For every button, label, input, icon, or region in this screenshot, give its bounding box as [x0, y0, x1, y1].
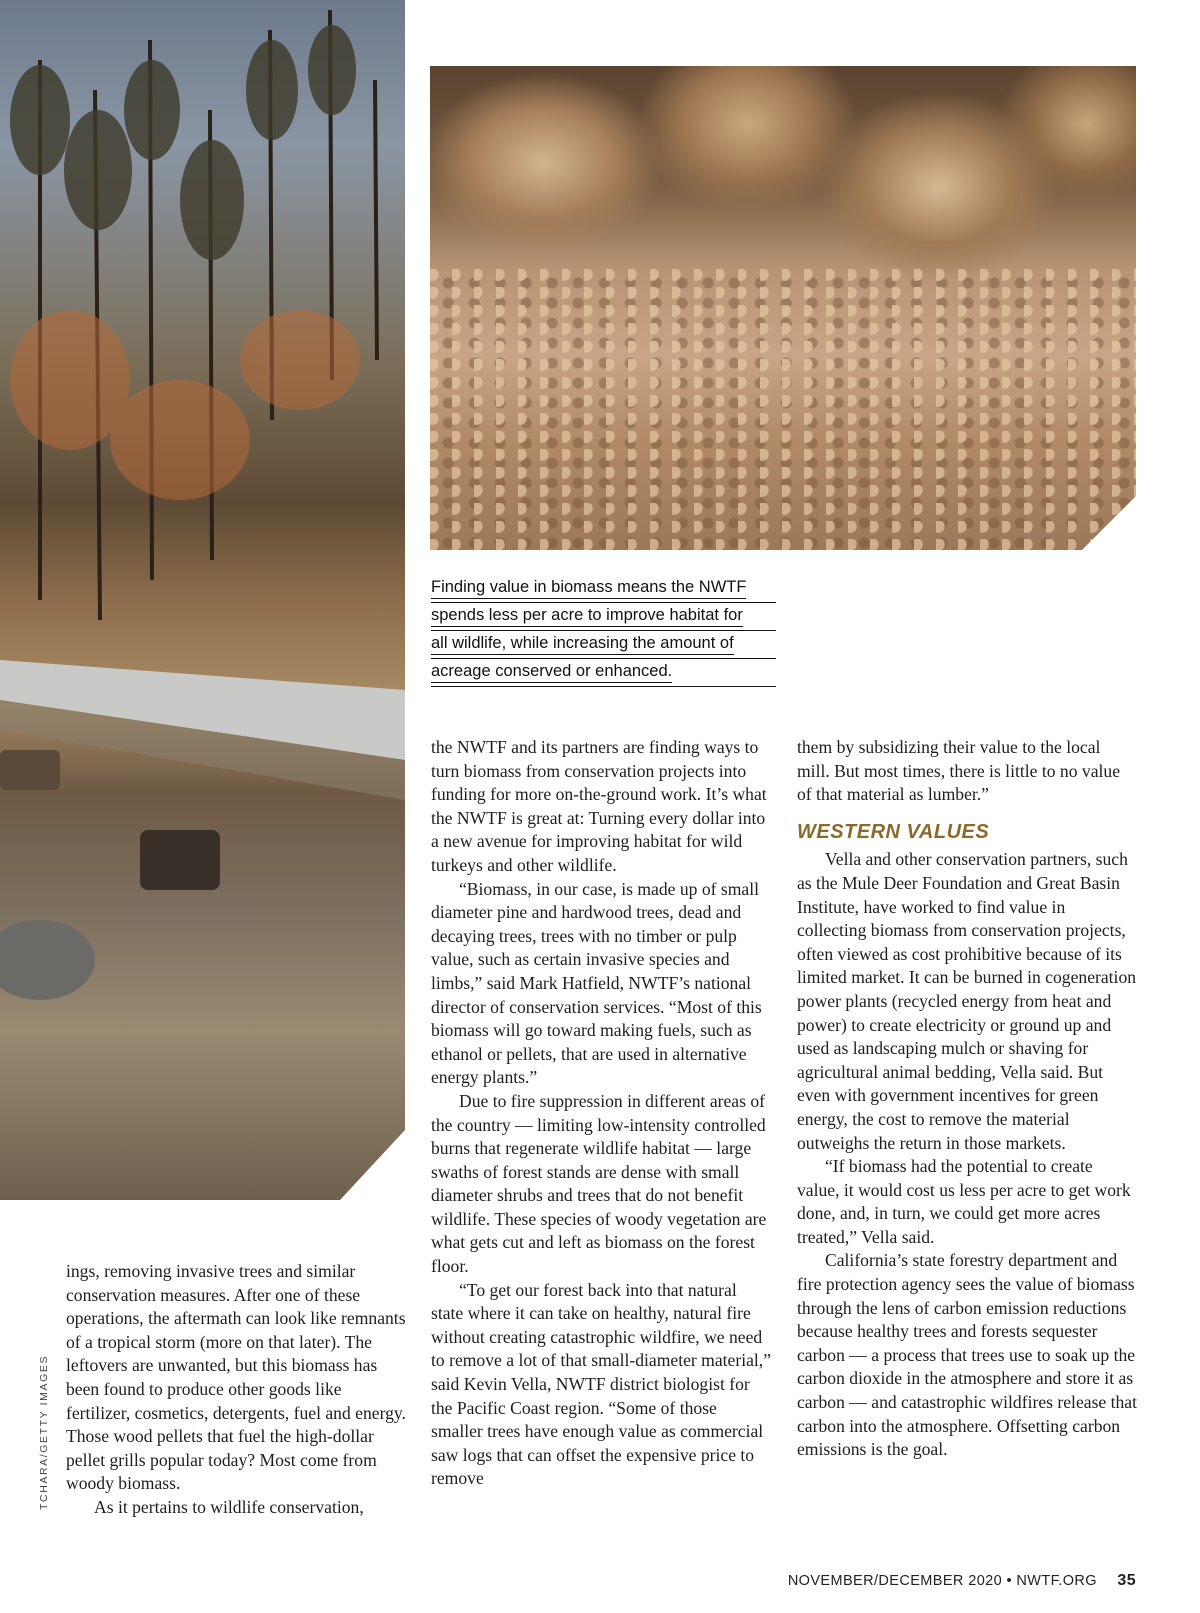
paragraph: “Biomass, in our case, is made up of small diameter pine and hardwood trees, dead and decaying trees, trees with no timber or pulp value, such as certain invasive species and limbs,” said Mark Hatfield, NWTF’s national director of conservation services. “Most of this biomass will go toward making fuels, such as ethanol or pellets, that are used in alternative energy plants.”	[431, 878, 762, 1088]
caption-line: spends less per acre to improve habitat for	[431, 606, 743, 627]
caption-line: acreage conserved or enhanced.	[431, 662, 672, 683]
paragraph: the NWTF and its partners are finding ways to turn biomass from conservation projects into funding for more on-the-ground work. It’s what the NWTF is great at: Turning every dollar into a new avenue for improving habitat for wild turkeys and other wildlife.	[431, 737, 767, 875]
paragraph: Due to fire suppression in different areas of the country — limiting low-intensity controlled burns that regenerate wildlife habitat — large swaths of forest stands are dense with small diameter shrubs and trees that do not benefit wildlife. These species of woody vegetation are what gets cut and left as biomass on the forest floor.	[431, 1090, 767, 1277]
page-footer	[788, 1572, 1136, 1590]
paragraph: California’s state forestry department and fire protection agency sees the value of biomass through the lens of carbon emission reductions because healthy trees and forests sequester carbon — a process that trees use to soak up the carbon dioxide in the atmosphere and store it as carbon — and catastrophic wildfires release that carbon into the atmosphere. Offsetting carbon emissions is the goal.	[797, 1250, 1138, 1460]
paragraph: them by subsidizing their value to the local mill. But most times, there is little to no value of that material as lumber.”	[797, 737, 1121, 805]
middle-column	[431, 736, 771, 1491]
section-heading: WESTERN VALUES	[797, 820, 990, 843]
pellet-photo	[430, 66, 1136, 550]
paragraph: “If biomass had the potential to create value, it would cost us less per acre to get work done, and, in turn, we could get more acres treated,” Vella said.	[797, 1156, 1131, 1247]
paragraph: Vella and other conservation partners, such as the Mule Deer Foundation and Great Basin Institute, have worked to find value in collecting biomass from conservation projects, often viewed as cost prohibitive because of its limited market. It can be burned in cogeneration power plants (recycled energy from heat and power) to create electricity or ground up and used as landscaping mulch or shaving for agricultural animal bedding, Vella said. But even with government incentives for green energy, the cost to remove the material outweighs the return in those markets.	[797, 849, 1137, 1153]
caption-line: Finding value in biomass means the NWTF	[431, 578, 746, 599]
right-column	[797, 736, 1137, 1462]
paragraph: As it pertains to wildlife conservation,	[94, 1496, 364, 1517]
caption-line: all wildlife, while increasing the amount of	[431, 634, 734, 655]
forest-illustration	[0, 0, 405, 1200]
pellet-texture	[430, 269, 1136, 550]
photo-credit: TCHARA/GETTY IMAGES	[38, 1354, 50, 1510]
photo-caption	[431, 575, 776, 687]
forest-photo	[0, 0, 405, 1200]
page-number: 35	[1117, 1572, 1136, 1589]
issue-info: NOVEMBER/DECEMBER 2020 • NWTF.ORG	[787, 1573, 1097, 1589]
paragraph: “To get our forest back into that natural state where it can take on healthy, natural fire without creating catastrophic wildfire, we need to remove a lot of that small-diameter material,” said Kevin Vella, NWTF district biologist for the Pacific Coast region. “Some of those smaller trees have enough value as commercial saw logs that can offset the expensive price to remove	[431, 1279, 772, 1489]
left-column	[66, 1260, 406, 1520]
paragraph: ings, removing invasive trees and similar conservation measures. After one of these operations, the aftermath can look like remnants of a tropical storm (more on that later). The leftovers are unwanted, but this biomass has been found to produce other goods like fertilizer, cosmetics, detergents, fuel and energy. Those wood pellets that fuel the high-dollar pellet grills popular today? Most come from woody biomass.	[66, 1261, 406, 1494]
